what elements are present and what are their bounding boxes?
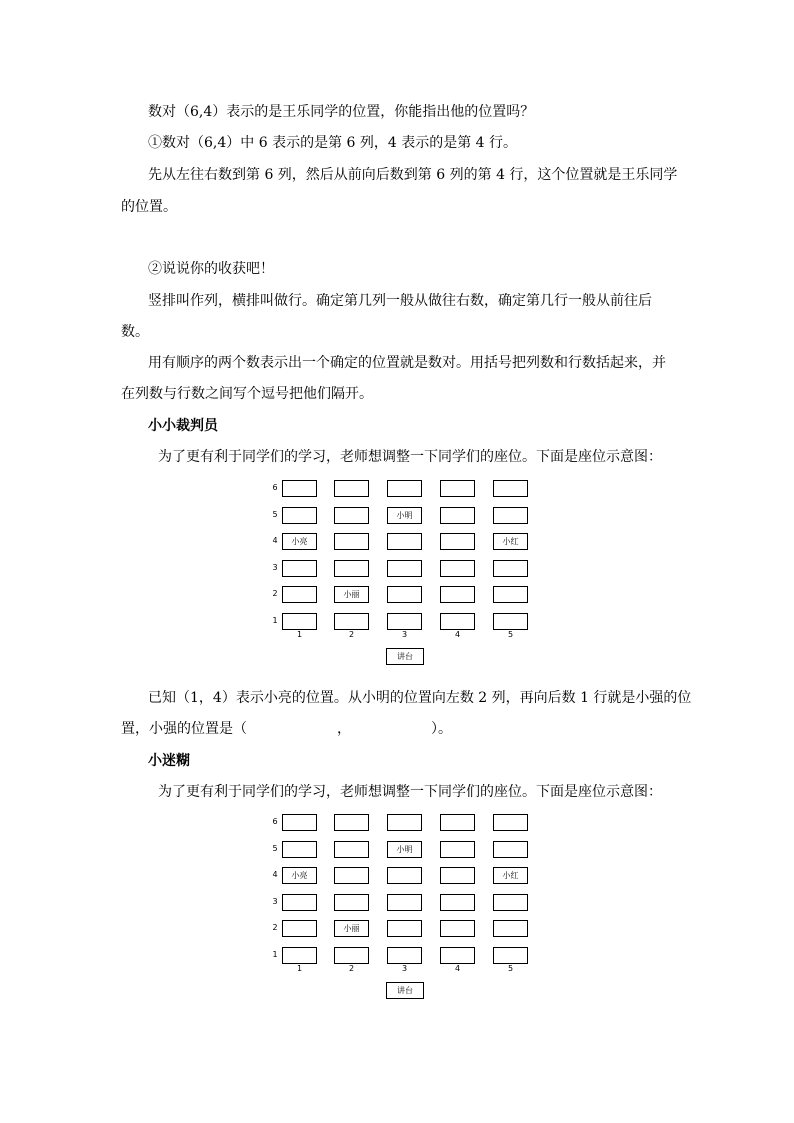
seat-4-5 <box>440 507 475 524</box>
paragraph-harvest: ②说说你的收获吧！ <box>148 261 274 277</box>
seat-4-5 <box>440 841 475 858</box>
paragraph-rows-cols-b: 数。 <box>121 324 149 340</box>
seat-5-6 <box>493 480 528 497</box>
seat-5-3 <box>493 560 528 577</box>
seat-4-4 <box>440 533 475 550</box>
row-label: 3 <box>272 896 278 906</box>
row-label: 6 <box>272 483 278 492</box>
row-label: 4 <box>272 536 278 545</box>
seat-3-1 <box>387 947 422 964</box>
seat-3-6 <box>387 814 422 831</box>
seat-2-2: 小丽 <box>334 920 369 937</box>
seat-1-1 <box>282 947 317 964</box>
section1-intro: 为了更有利于同学们的学习，老师想调整一下同学们的座位。下面是座位示意图： <box>158 449 662 465</box>
seat-1-4: 小亮 <box>282 867 317 884</box>
paragraph-definition-b: 在列数与行数之间写个逗号把他们隔开。 <box>121 386 373 402</box>
seat-3-5: 小明 <box>387 507 422 524</box>
seat-2-5 <box>334 507 369 524</box>
seat-3-4 <box>387 533 422 550</box>
seat-2-4 <box>334 533 369 550</box>
seat-1-3 <box>282 560 317 577</box>
row-label: 1 <box>272 615 278 625</box>
seat-5-3 <box>493 894 528 911</box>
column-label: 4 <box>454 629 461 639</box>
seat-chart-2 <box>270 812 540 1002</box>
section1-question-a: 已知（1，4）表示小亮的位置。从小明的位置向左数 2 列，再向后数 1 行就是小强的位 <box>148 690 692 706</box>
seat-5-5 <box>493 507 528 524</box>
seat-4-6 <box>440 480 475 497</box>
section2-intro: 为了更有利于同学们的学习，老师想调整一下同学们的座位。下面是座位示意图： <box>158 784 662 800</box>
row-label: 5 <box>272 509 278 519</box>
seat-2-3 <box>334 560 369 577</box>
column-label: 5 <box>507 963 514 973</box>
seat-2-1 <box>334 947 369 964</box>
seat-5-2 <box>493 586 528 603</box>
paragraph-explanation-2a: 先从左往右数到第 6 列，然后从前向后数到第 6 列的第 4 行，这个位置就是王乐同学 <box>148 167 678 183</box>
seat-2-2: 小丽 <box>334 586 369 603</box>
row-label: 5 <box>272 843 278 853</box>
seat-5-1 <box>493 947 528 964</box>
seat-5-2 <box>493 920 528 937</box>
seat-2-4 <box>334 867 369 884</box>
section2-heading: 小迷糊 <box>148 753 190 769</box>
row-label: 6 <box>272 817 278 826</box>
seat-2-3 <box>334 894 369 911</box>
seat-3-2 <box>387 920 422 937</box>
seat-3-2 <box>387 586 422 603</box>
column-label: 4 <box>454 963 461 973</box>
podium: 讲台 <box>386 648 424 665</box>
section1-question-b <box>121 719 452 739</box>
seat-4-3 <box>440 560 475 577</box>
seat-1-4: 小亮 <box>282 533 317 550</box>
paragraph-definition-a: 用有顺序的两个数表示出一个确定的位置就是数对。用括号把列数和行数括起来，并 <box>148 355 666 371</box>
seat-2-5 <box>334 841 369 858</box>
column-label: 5 <box>507 629 514 639</box>
row-label: 2 <box>272 589 278 598</box>
seat-4-6 <box>440 814 475 831</box>
seat-4-2 <box>440 920 475 937</box>
seat-1-6 <box>282 814 317 831</box>
seat-2-6 <box>334 814 369 831</box>
column-label: 3 <box>401 629 408 639</box>
seat-3-6 <box>387 480 422 497</box>
row-label: 2 <box>272 923 278 932</box>
column-label: 1 <box>296 963 303 973</box>
row-label: 1 <box>272 949 278 959</box>
row-label: 3 <box>272 562 278 572</box>
seat-4-1 <box>440 947 475 964</box>
section1-heading: 小小裁判员 <box>148 418 218 434</box>
seat-3-5: 小明 <box>387 841 422 858</box>
seat-4-3 <box>440 894 475 911</box>
seat-1-5 <box>282 507 317 524</box>
seat-5-4: 小红 <box>493 867 528 884</box>
seat-5-4: 小红 <box>493 533 528 550</box>
seat-4-1 <box>440 613 475 630</box>
row-label: 4 <box>272 870 278 879</box>
column-label: 2 <box>348 629 355 639</box>
seat-1-6 <box>282 480 317 497</box>
seat-2-6 <box>334 480 369 497</box>
column-label: 1 <box>296 629 303 639</box>
seat-4-4 <box>440 867 475 884</box>
seat-5-1 <box>493 613 528 630</box>
seat-3-3 <box>387 894 422 911</box>
seat-chart-1 <box>270 478 540 668</box>
seat-1-3 <box>282 894 317 911</box>
paragraph-explanation-1: ①数对（6,4）中 6 表示的是第 6 列，4 表示的是第 4 行。 <box>148 135 518 151</box>
seat-1-5 <box>282 841 317 858</box>
question-b-end: ）。 <box>431 721 452 737</box>
seat-1-1 <box>282 613 317 630</box>
seat-5-5 <box>493 841 528 858</box>
paragraph-explanation-2b: 的位置。 <box>121 199 177 215</box>
column-label: 3 <box>401 963 408 973</box>
seat-1-2 <box>282 920 317 937</box>
question-b-comma: ， <box>337 721 351 737</box>
column-label: 2 <box>348 963 355 973</box>
seat-3-4 <box>387 867 422 884</box>
seat-3-1 <box>387 613 422 630</box>
paragraph-pair-question: 数对（6,4）表示的是王乐同学的位置，你能指出他的位置吗？ <box>148 104 535 120</box>
seat-3-3 <box>387 560 422 577</box>
seat-1-2 <box>282 586 317 603</box>
podium: 讲台 <box>386 982 424 999</box>
paragraph-rows-cols-a: 竖排叫作列，横排叫做行。确定第几列一般从做往右数，确定第几行一般从前往后 <box>148 293 652 309</box>
seat-4-2 <box>440 586 475 603</box>
seat-5-6 <box>493 814 528 831</box>
question-b-start: 置，小强的位置是（ <box>121 721 247 737</box>
seat-2-1 <box>334 613 369 630</box>
